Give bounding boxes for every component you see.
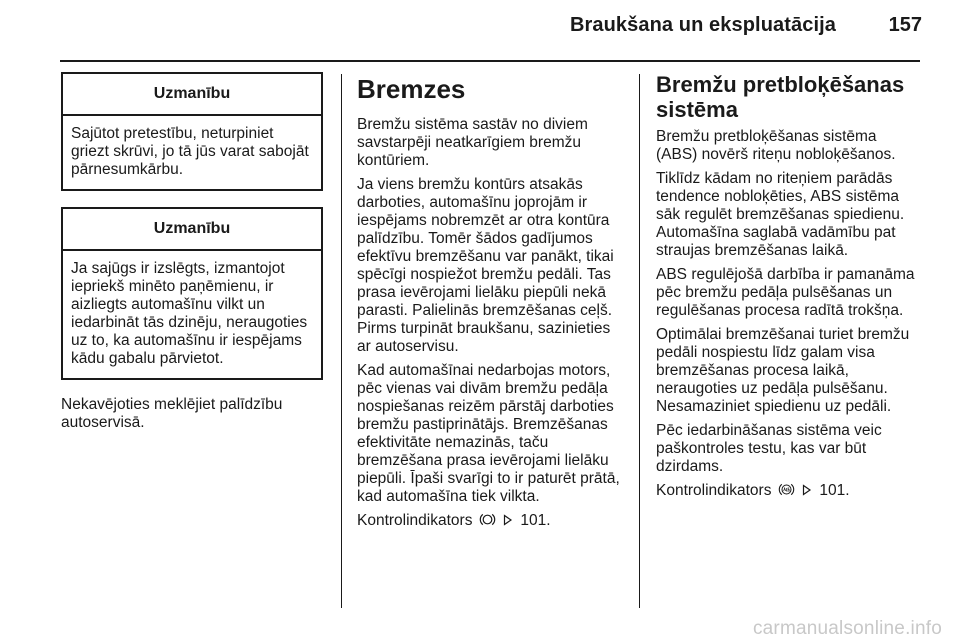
paragraph: [656, 266, 922, 320]
page-reference-arrow-icon: [503, 514, 513, 526]
paragraph: [656, 128, 922, 164]
running-header-title: Braukšana un ekspluatācija: [569, 14, 836, 36]
text-line: pēc vienas vai divām bremžu pedāļa: [357, 380, 608, 397]
text-line: efektīvu bremzēšanu var panākt, tikai: [357, 248, 614, 265]
text-line: nospiešanas reizēm pārstāj darboties: [357, 398, 614, 415]
text-line: parasti. Palielinās bremzēšanas ceļš.: [357, 302, 613, 319]
section-heading-abs: [656, 72, 922, 122]
cross-reference[interactable]: [357, 512, 623, 530]
text-line: palīdzību. Tomēr šādos gadījumos: [357, 230, 593, 247]
text-line: bremzēšanas procesa laikā,: [656, 362, 849, 379]
reference-label: Kontrolindikators: [656, 482, 772, 499]
caution-heading: Uzmanību: [63, 209, 321, 251]
text-line: pārnesumkārbu.: [71, 161, 184, 178]
text-line: autoservisā.: [61, 414, 145, 431]
abs-warning-icon: [778, 482, 795, 497]
text-line: savstarpēji neatkarīgiem bremžu: [357, 134, 581, 151]
text-line: kad automašīna tiek vilkta.: [357, 488, 540, 505]
reference-page: 101.: [819, 482, 850, 499]
text-line: griezt skrūvi, jo tā jūs varat sabojāt: [71, 143, 309, 160]
text-line: bremžu pastiprinātājs. Bremzēšanas: [357, 416, 608, 433]
text-line: Ja viens bremžu kontūrs atsakās: [357, 176, 583, 193]
text-line: Pēc iedarbināšanas sistēma veic: [656, 422, 882, 439]
watermark: carmanualsonline.info: [752, 618, 942, 639]
paragraph: [357, 176, 623, 356]
text-line: pēc bremžu pedāļa pulsēšanas un: [656, 284, 893, 301]
text-line: Optimālai bremzēšanai turiet bremžu: [656, 326, 910, 343]
header-rule: [60, 60, 920, 62]
caution-box: [61, 72, 323, 191]
text-line: neraugoties uz pedāļa pulsēšanu.: [656, 380, 888, 397]
text-line: Kad automašīnai nedarbojas motors,: [357, 362, 611, 379]
text-line: aizliegts automašīnu vilkt un: [71, 296, 265, 313]
text-line: Nekavējoties meklējiet palīdzību: [61, 396, 283, 413]
reference-page: 101.: [520, 512, 551, 529]
brake-warning-icon: [479, 512, 496, 527]
paragraph: [656, 326, 922, 416]
heading-line: sistēma: [656, 97, 738, 122]
text-line: bremzēšana prasa ievērojami lielāku: [357, 452, 609, 469]
paragraph: [61, 396, 325, 432]
text-line: regulēšanas procesa radītā trokšņa.: [656, 302, 904, 319]
section-heading-brakes: Bremzes: [357, 74, 466, 104]
caution-text: [63, 251, 321, 378]
paragraph: [656, 422, 922, 476]
reference-label: Kontrolindikators: [357, 512, 473, 529]
page-reference-arrow-icon: [802, 484, 812, 496]
text-line: iepriekš minēto paņēmienu, ir: [71, 278, 274, 295]
text-line: darboties, automašīnu joprojām ir: [357, 194, 588, 211]
text-line: Tiklīdz kādam no riteņiem parādās: [656, 170, 893, 187]
paragraph: [357, 116, 623, 170]
text-line: (ABS) novērš riteņu nobloķēšanos.: [656, 146, 896, 163]
paragraph: [357, 362, 623, 506]
text-line: straujas bremzēšanas laikā.: [656, 242, 849, 259]
text-line: kontūriem.: [357, 152, 430, 169]
caution-text: [63, 116, 321, 189]
text-line: iespējams nobremzēt ar otra kontūra: [357, 212, 610, 229]
text-line: Ja sajūgs ir izslēgts, izmantojot: [71, 260, 285, 277]
text-line: sāk regulēt bremzēšanas spiedienu.: [656, 206, 905, 223]
paragraph: [656, 170, 922, 260]
text-line: paškontroles testu, kas var būt: [656, 440, 867, 457]
heading-line: Bremžu pretbloķēšanas: [656, 72, 905, 97]
text-line: kādu gabalu pārvietot.: [71, 350, 224, 367]
caution-heading: Uzmanību: [63, 74, 321, 116]
text-line: ABS regulējošā darbība ir pamanāma: [656, 266, 915, 283]
column-middle: [357, 72, 623, 536]
column-left: [61, 72, 325, 438]
cross-reference[interactable]: [656, 482, 922, 500]
text-line: pedāli nospiestu līdz galam visa: [656, 344, 875, 361]
text-line: Bremžu sistēma sastāv no diviem: [357, 116, 588, 133]
text-line: prasa ievērojami lielāku piepūli nekā: [357, 284, 606, 301]
column-right: [656, 72, 922, 506]
text-line: Nesamaziniet spiedienu uz pedāli.: [656, 398, 892, 415]
text-line: ar autoservisu.: [357, 338, 459, 355]
text-line: efektivitāte nemazinās, taču: [357, 434, 549, 451]
text-line: Pirms turpināt braukšanu, sazinieties: [357, 320, 611, 337]
column-divider: [639, 74, 640, 608]
page-number: 157: [888, 14, 922, 36]
text-line: dzirdams.: [656, 458, 724, 475]
text-line: piepūli. Īpaši svarīgi to ir paturēt prātā,: [357, 470, 620, 487]
text-line: Bremžu pretbloķēšanas sistēma: [656, 128, 877, 145]
caution-box: [61, 207, 323, 380]
column-divider: [341, 74, 342, 608]
text-line: spēcīgi nospiežot bremžu pedāli. Tas: [357, 266, 611, 283]
text-line: Automašīna saglabā vadāmību pat: [656, 224, 896, 241]
text-line: uz to, ka automašīnu ir iespējams: [71, 332, 302, 349]
text-line: tendence nobloķēties, ABS sistēma: [656, 188, 899, 205]
text-line: Sajūtot pretestību, neturpiniet: [71, 125, 274, 142]
text-line: iedarbināt tās dzinēju, neraugoties: [71, 314, 308, 331]
